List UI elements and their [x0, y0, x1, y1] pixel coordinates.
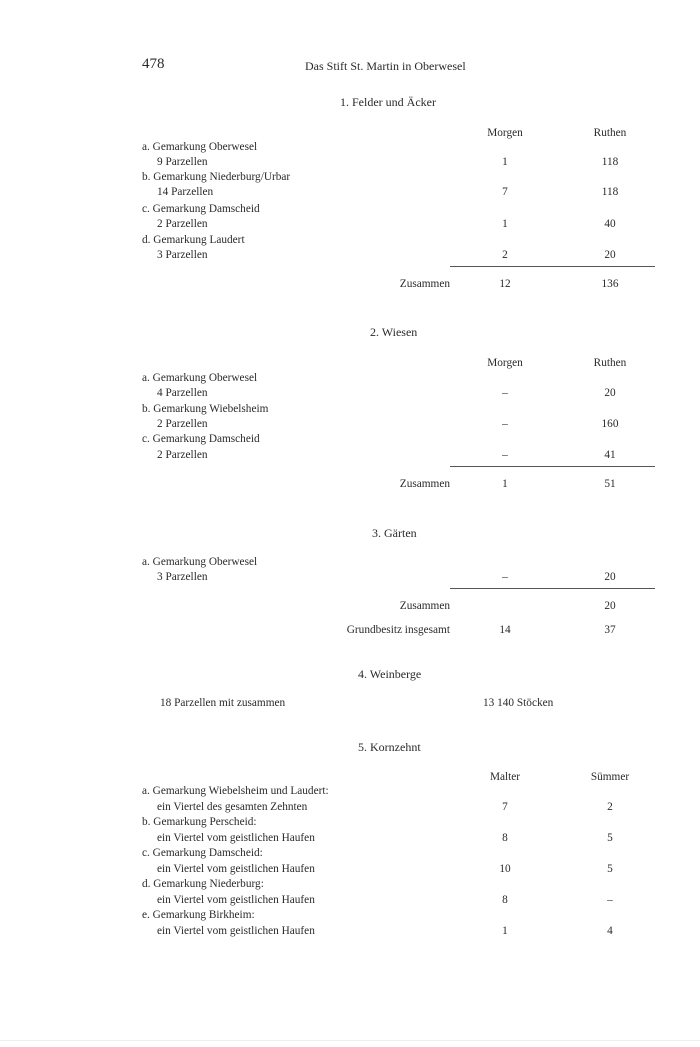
- column-header: Ruthen: [593, 357, 627, 369]
- total-label: Zusammen: [399, 478, 450, 490]
- row-label: d. Gemarkung Niederburg:: [142, 878, 264, 890]
- cell-value: 2: [502, 249, 508, 261]
- cell-value: 118: [601, 186, 619, 198]
- cell-value: 7: [502, 801, 508, 813]
- cell-value: 10: [499, 863, 511, 875]
- column-header: Malter: [489, 771, 521, 783]
- total-value: 51: [604, 478, 616, 490]
- row-label: b. Gemarkung Niederburg/Urbar: [142, 171, 291, 183]
- cell-value: 118: [601, 156, 619, 168]
- row-label: a. Gemarkung Oberwesel: [142, 141, 258, 153]
- vineyard-label: 18 Parzellen mit zusammen: [160, 697, 286, 709]
- total-rule: [450, 266, 655, 267]
- row-label: a. Gemarkung Wiebelsheim und Laudert:: [142, 785, 329, 797]
- cell-value: –: [502, 387, 508, 399]
- section-title: 3. Gärten: [372, 526, 417, 540]
- vineyard-value: 13 140 Stöcken: [483, 697, 554, 709]
- column-header: Ruthen: [593, 127, 627, 139]
- row-sublabel: 2 Parzellen: [157, 418, 208, 430]
- section-title: 2. Wiesen: [370, 325, 418, 339]
- cell-value: 1: [502, 156, 508, 168]
- cell-value: 5: [607, 863, 613, 875]
- column-header: Sümmer: [590, 771, 630, 783]
- cell-value: –: [502, 449, 508, 461]
- total-value: 20: [604, 600, 616, 612]
- row-sublabel: 4 Parzellen: [157, 387, 208, 399]
- cell-value: 40: [604, 218, 616, 230]
- row-label: b. Gemarkung Wiebelsheim: [142, 403, 269, 415]
- total-value: 12: [499, 278, 511, 290]
- page-edge: [0, 1040, 700, 1041]
- cell-value: 2: [607, 801, 613, 813]
- total-label: Zusammen: [399, 600, 450, 612]
- cell-value: –: [607, 894, 613, 906]
- cell-value: 41: [604, 449, 616, 461]
- row-label: a. Gemarkung Oberwesel: [142, 556, 258, 568]
- section-title: 1. Felder und Äcker: [340, 95, 436, 109]
- row-label: d. Gemarkung Laudert: [142, 234, 245, 246]
- row-sublabel: ein Viertel vom geistlichen Haufen: [157, 925, 315, 937]
- row-sublabel: ein Viertel vom geistlichen Haufen: [157, 863, 315, 875]
- row-sublabel: 2 Parzellen: [157, 449, 208, 461]
- total-value: 136: [601, 278, 619, 290]
- cell-value: 8: [502, 832, 508, 844]
- column-header: Morgen: [487, 127, 523, 139]
- section-title: 4. Weinberge: [358, 667, 422, 681]
- row-label: c. Gemarkung Damscheid: [142, 433, 260, 445]
- cell-value: 20: [604, 249, 616, 261]
- row-sublabel: ein Viertel des gesamten Zehnten: [157, 801, 308, 813]
- cell-value: 4: [607, 925, 613, 937]
- cell-value: –: [502, 571, 508, 583]
- row-sublabel: 3 Parzellen: [157, 249, 208, 261]
- row-label: a. Gemarkung Oberwesel: [142, 372, 258, 384]
- cell-value: 20: [604, 387, 616, 399]
- total-value: 1: [502, 478, 508, 490]
- total-rule: [450, 588, 655, 589]
- cell-value: 8: [502, 894, 508, 906]
- grand-total-value: 37: [604, 624, 616, 636]
- cell-value: –: [502, 418, 508, 430]
- row-sublabel: ein Viertel vom geistlichen Haufen: [157, 832, 315, 844]
- cell-value: 160: [601, 418, 619, 430]
- page-number: 478: [142, 56, 165, 72]
- row-label: b. Gemarkung Perscheid:: [142, 816, 257, 828]
- section-title: 5. Kornzehnt: [358, 740, 421, 754]
- cell-value: 5: [607, 832, 613, 844]
- total-rule: [450, 466, 655, 467]
- row-sublabel: 9 Parzellen: [157, 156, 208, 168]
- row-sublabel: 14 Parzellen: [157, 186, 214, 198]
- row-sublabel: 3 Parzellen: [157, 571, 208, 583]
- cell-value: 20: [604, 571, 616, 583]
- row-label: e. Gemarkung Birkheim:: [142, 909, 255, 921]
- row-sublabel: 2 Parzellen: [157, 218, 208, 230]
- running-title: Das Stift St. Martin in Oberwesel: [305, 59, 466, 73]
- row-label: c. Gemarkung Damscheid: [142, 203, 260, 215]
- total-label: Zusammen: [399, 278, 450, 290]
- grand-total-value: 14: [499, 624, 511, 636]
- row-label: c. Gemarkung Damscheid:: [142, 847, 263, 859]
- cell-value: 7: [502, 186, 508, 198]
- grand-total-label: Grundbesitz insgesamt: [346, 624, 450, 636]
- cell-value: 1: [502, 218, 508, 230]
- row-sublabel: ein Viertel vom geistlichen Haufen: [157, 894, 315, 906]
- column-header: Morgen: [487, 357, 523, 369]
- cell-value: 1: [502, 925, 508, 937]
